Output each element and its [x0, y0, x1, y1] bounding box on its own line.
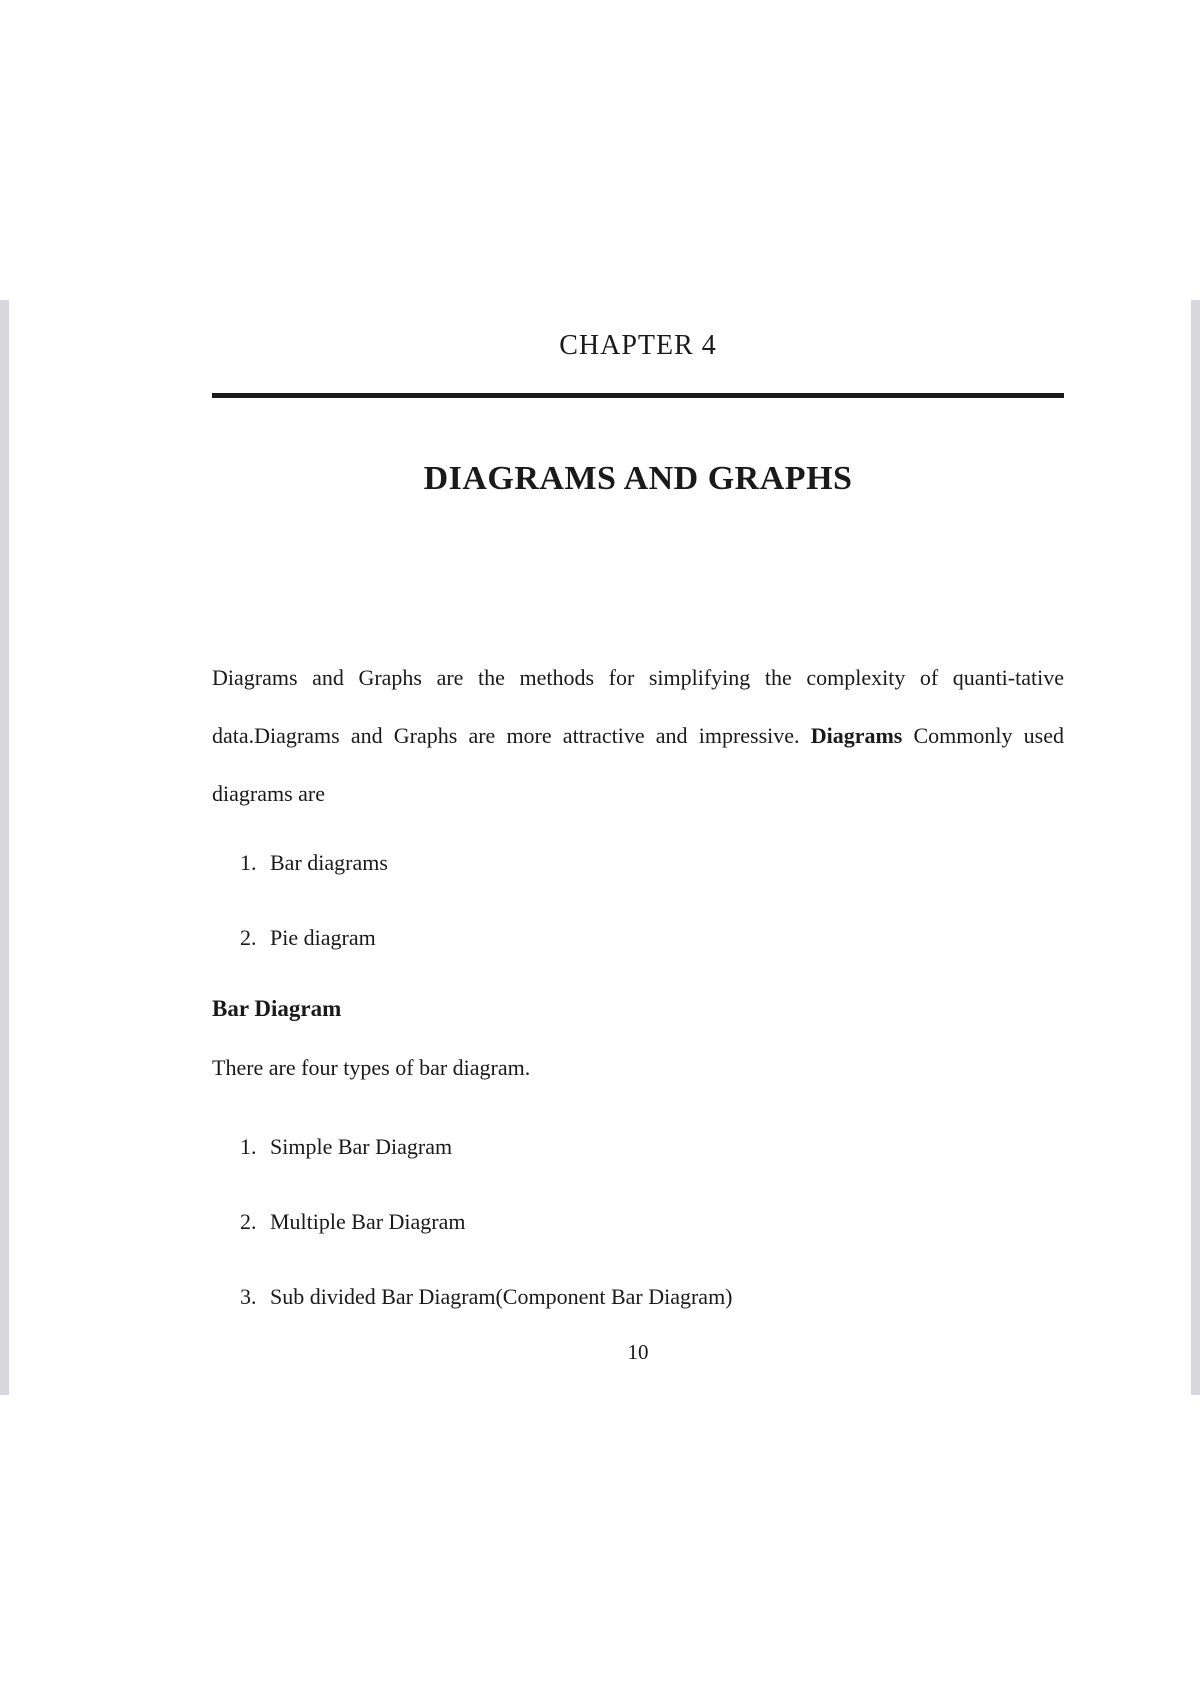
chapter-title: DIAGRAMS AND GRAPHS	[423, 460, 853, 497]
list-item	[240, 923, 388, 998]
bar-diagram-heading: Bar Diagram	[212, 996, 342, 1021]
bar-diagram-types-list	[240, 1132, 733, 1357]
list-item-number: 2.	[240, 925, 257, 950]
list-item	[240, 848, 388, 923]
intro-paragraph	[212, 649, 1064, 823]
intro-text-continued: Commonly used diagrams are	[212, 723, 1064, 806]
list-item-label: Simple Bar Diagram	[270, 1134, 453, 1159]
list-item-label: Bar diagrams	[270, 850, 388, 875]
list-item-label: Sub divided Bar Diagram(Component Bar Diagram)	[270, 1284, 733, 1309]
list-item	[240, 1207, 733, 1282]
page-edge-right	[1191, 300, 1200, 1395]
list-item	[240, 1132, 733, 1207]
list-item-number: 3.	[240, 1284, 257, 1309]
diagram-types-list	[240, 848, 388, 998]
bar-diagram-intro: There are four types of bar diagram.	[212, 1055, 531, 1080]
list-item-number: 1.	[240, 850, 257, 875]
intro-bold-term: Diagrams	[810, 723, 903, 748]
list-item-number: 2.	[240, 1209, 257, 1234]
page-number: 10	[627, 1340, 649, 1364]
chapter-divider	[212, 393, 1064, 398]
document-page	[212, 300, 1064, 1395]
list-item-label: Multiple Bar Diagram	[270, 1209, 466, 1234]
page-edge-left	[0, 300, 9, 1395]
chapter-label: CHAPTER 4	[559, 330, 717, 361]
list-item-number: 1.	[240, 1134, 257, 1159]
intro-text: Diagrams and Graphs are the methods for simplifying the complexity of quanti-tative data.Diagrams and Graphs are more attractive and impressive.	[212, 665, 1064, 748]
list-item-label: Pie diagram	[270, 925, 376, 950]
